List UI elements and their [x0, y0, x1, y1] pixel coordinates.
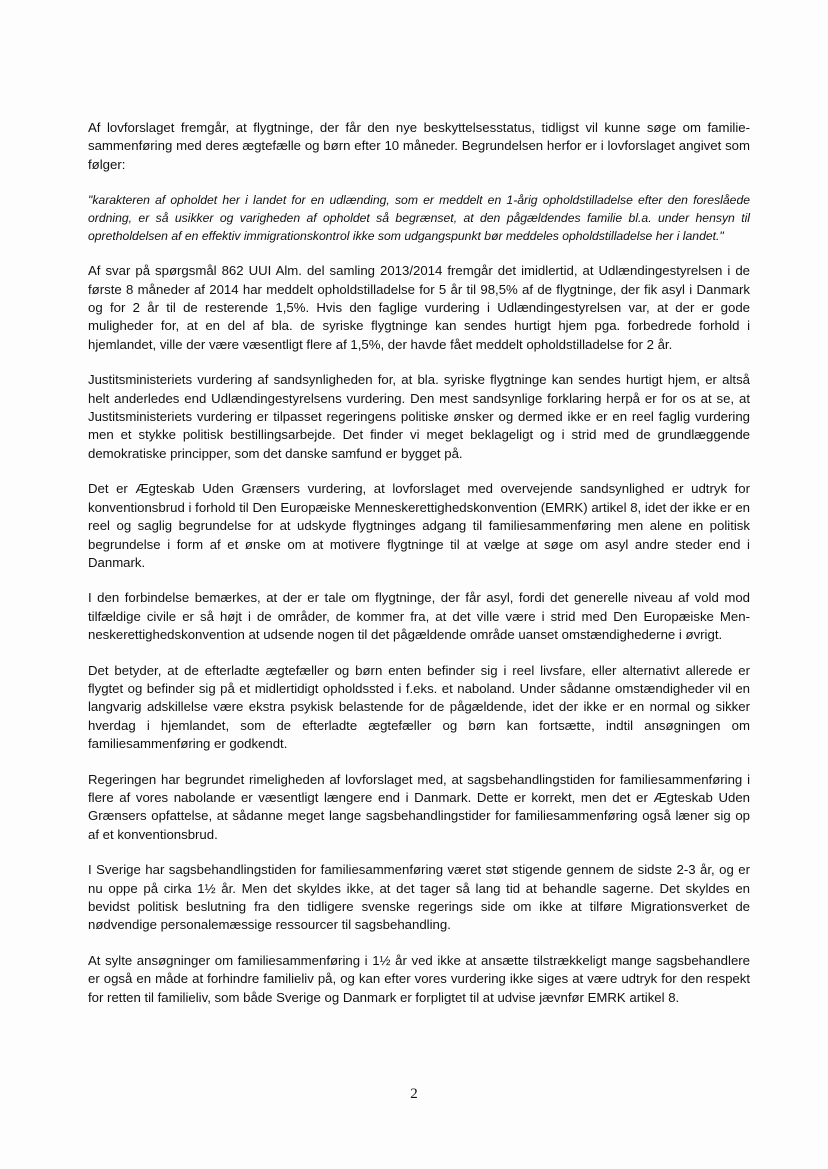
paragraph-intro: Af lovforslaget fremgår, at flygtninge, der får den nye beskyttelsesstatus, tidligst vil kunne søge om familiesammenføring med deres ægtefælle og børn efter 10 måneder. Begrundelsen herfor er i lovforslaget angivet som følger:: [88, 120, 750, 172]
paragraph-udlaendingestyrelsen-statistics: Af svar på spørgsmål 862 UUI Alm. del samling 2013/2014 fremgår det imidlertid, at Udlændingestyrelsen i de første 8 måneder af 2014 har meddelt opholdstilladelse for 5 år til 98,5% af de flygtninge, der fik asyl i Danmark og for 2 år til de resterende 1,5%. Hvis den faglige vurdering i Udlændingestyrelsen var, at der er gode muligheder for, at en del af bla. de syriske flygtninge kan sendes hurtigt hjem pga. forbedrede forhold i hjemlandet, ville der være væsentligt flere af 1,5%, der havde fået meddelt opholdstilladelse for 2 år.: [88, 263, 750, 352]
paragraph-conclusion: At sylte ansøgninger om familiesammenføring i 1½ år ved ikke at ansætte tilstrækkeligt mange sagsbehandlere er også en måde at forhindre familieliv på, og kan efter vores vurdering ikke siges at være udtryk for den respekt for retten til familieliv, som både Sverige og Danmark er forpligtet til at udvise jævnfør EMRK artikel 8.: [88, 952, 750, 1005]
document-body: [88, 119, 750, 1024]
paragraph-refugee-context: I den forbindelse bemærkes, at der er tale om flygtninge, der får asyl, fordi det generelle niveau af vold mod tilfældige civile er så højt i de områder, de kommer fra, at det ville være i strid med Den Europæiske Menneskerettighedskonvention at udsende nogen til det pågældende område uanset omstændighederne i øvrigt.: [88, 590, 750, 643]
paragraph-sweden: I Sverige har sagsbehandlingstiden for familiesammenføring været støt stigende gennem de sidste 2-3 år, og er nu oppe på cirka 1½ år. Men det skyldes ikke, at det tager så lang tid at behandle sagerne. Det skyldes en bevidst politisk beslutning fra den tidligere svenske regerings side om ikke at tilføre Migrationsverket de nødvendige personalemæssige ressourcer til sagsbehandling.: [88, 862, 750, 933]
paragraph-justitsministeriet-assessment: Justitsministeriets vurdering af sandsynligheden for, at bla. syriske flygtninge kan sendes hurtigt hjem, er altså helt anderledes end Udlændingestyrelsens vurdering. Den mest sandsynlige forklaring herpå er for os at se, at Justitsministeriets vurdering er tilpasset regeringens politiske ønsker og dermed ikke er en reel faglig vurdering men et stykke politisk bestillingsarbejde. Det finder vi meget beklageligt og i strid med de grundlæggende demokratiske principper, som det danske samfund er bygget på.: [88, 372, 750, 461]
paragraph-family-separation: Det betyder, at de efterladte ægtefæller og børn enten befinder sig i reel livsfare, eller alternativt allerede er flygtet og befinder sig på et midlertidigt opholdssted i f.eks. et naboland. Under sådanne omstændigheder vil en langvarig adskillelse være ekstra psykisk belastende for de pågældende, idet der ikke er en normal og sikker hverdag i hjemlandet, som de efterladte ægtefæller og børn kan fortsætte, indtil ansøgningen om familiesammenføring er godkendt.: [88, 662, 750, 752]
quoted-justification: "karakteren af opholdet her i landet for en udlænding, som er meddelt en 1-årig opholdstilladelse efter den foreslåede ordning, er så usikker og varigheden af opholdet så begrænset, at den pågældendes familie bl.a. under hensyn til opretholdelsen af en effektiv immigrationskontrol ikke som udgangspunkt bør meddeles opholdstilladelse her i landet.": [88, 193, 750, 244]
paragraph-convention-breach: Det er Ægteskab Uden Grænsers vurdering, at lovforslaget med overvejende sandsynlighed er udtryk for konventionsbrud i forhold til Den Europæiske Menneskerettighedskonvention (EMRK) artikel 8, idet der ikke er en reel og saglig begrundelse for at udskyde flygtninges adgang til familiesammenføring men alene en politisk begrundelse i form af et ønske om at motivere flygtninge til at vælge at søge om asyl andre steder end i Danmark.: [88, 481, 750, 570]
page-number: 2: [410, 1086, 418, 1102]
paragraph-neighbouring-countries: Regeringen har begrundet rimeligheden af lovforslaget med, at sagsbehandlingstiden for familiesammenføring i flere af vores nabolande er væsentligt længere end i Danmark. Dette er korrekt, men det er Ægteskab Uden Grænsers opfattelse, at sådanne meget lange sagsbehandlingstider for familiesammenføring også læner sig op af et konventionsbrud.: [88, 771, 750, 842]
